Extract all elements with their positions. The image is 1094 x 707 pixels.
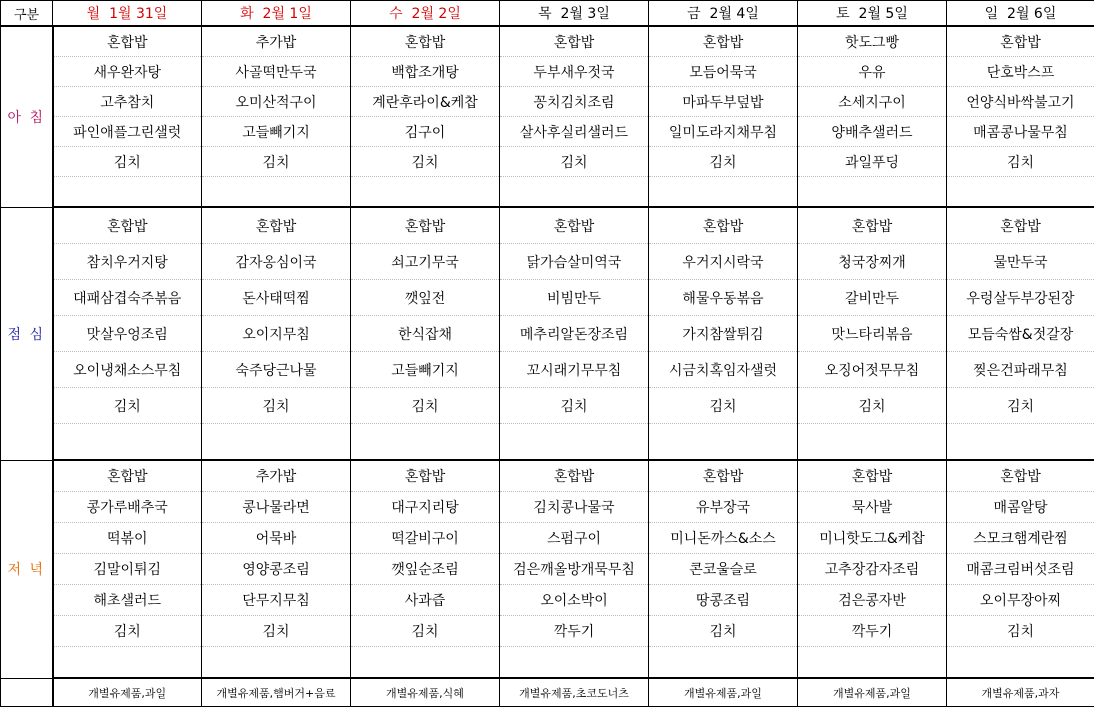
menu-item: 깍두기 — [798, 616, 947, 647]
menu-item: 김치 — [351, 147, 500, 177]
dinner-row — [1, 585, 1094, 616]
menu-item: 감자옹심이국 — [202, 244, 351, 280]
menu-item — [649, 647, 798, 679]
breakfast-row — [1, 57, 1094, 87]
category-header: 구분 — [1, 1, 53, 27]
menu-item: 깻잎순조림 — [351, 554, 500, 585]
menu-item: 혼합밥 — [500, 207, 649, 244]
menu-item — [798, 177, 947, 208]
menu-item: 대구지리탕 — [351, 492, 500, 523]
menu-item: 물만두국 — [947, 244, 1094, 280]
menu-item: 김치 — [53, 147, 202, 177]
menu-item: 언양식바싹불고기 — [947, 87, 1094, 117]
menu-item: 마파두부덮밥 — [649, 87, 798, 117]
dinner-row — [1, 460, 1094, 492]
menu-item: 김구이 — [351, 117, 500, 147]
menu-item: 김치 — [500, 388, 649, 424]
menu-item — [202, 177, 351, 208]
menu-item — [947, 647, 1094, 679]
menu-item — [500, 177, 649, 208]
menu-item: 깍두기 — [500, 616, 649, 647]
menu-item: 떡갈비구이 — [351, 523, 500, 554]
menu-item: 혼합밥 — [500, 460, 649, 492]
snack-item: 개별유제품,과일 — [798, 678, 947, 707]
menu-item: 김치 — [202, 616, 351, 647]
day-header-mon: 월 1월 31일 — [53, 1, 202, 27]
menu-item — [798, 424, 947, 461]
snack-item: 개별유제품,햄버거+음료 — [202, 678, 351, 707]
menu-item: 백합조개탕 — [351, 57, 500, 87]
menu-item: 닭가슴살미역국 — [500, 244, 649, 280]
menu-item — [53, 647, 202, 679]
menu-item: 김치 — [798, 388, 947, 424]
menu-item: 김치 — [947, 388, 1094, 424]
menu-item: 메추리알돈장조림 — [500, 316, 649, 352]
menu-item: 모듬어묵국 — [649, 57, 798, 87]
menu-item: 갈비만두 — [798, 280, 947, 316]
menu-item: 김치 — [649, 388, 798, 424]
menu-item: 땅콩조림 — [649, 585, 798, 616]
snack-label-cell — [1, 678, 53, 707]
menu-item: 매콤콩나물무침 — [947, 117, 1094, 147]
lunch-row — [1, 244, 1094, 280]
menu-item: 해물우동볶음 — [649, 280, 798, 316]
menu-item: 고들빼기지 — [351, 352, 500, 388]
menu-item: 찢은건파래무침 — [947, 352, 1094, 388]
menu-item: 김치 — [53, 616, 202, 647]
menu-item: 오이지무침 — [202, 316, 351, 352]
snack-item: 개별유제품,과일 — [53, 678, 202, 707]
day-header-wed: 수 2월 2일 — [351, 1, 500, 27]
lunch-row — [1, 424, 1094, 461]
day-header-tue: 화 2월 1일 — [202, 1, 351, 27]
menu-item: 추가밥 — [202, 26, 351, 57]
menu-item: 스펌구이 — [500, 523, 649, 554]
menu-item: 꽁치김치조림 — [500, 87, 649, 117]
menu-item: 양배추샐러드 — [798, 117, 947, 147]
menu-item: 참치우거지탕 — [53, 244, 202, 280]
menu-item: 혼합밥 — [798, 207, 947, 244]
menu-item: 고추참치 — [53, 87, 202, 117]
lunch-row — [1, 207, 1094, 244]
dinner-row — [1, 492, 1094, 523]
menu-item: 미니핫도그&케찹 — [798, 523, 947, 554]
menu-item: 묵사발 — [798, 492, 947, 523]
menu-item — [500, 647, 649, 679]
lunch-label: 점 심 — [1, 207, 53, 460]
menu-item: 돈사태떡찜 — [202, 280, 351, 316]
menu-item — [53, 424, 202, 461]
menu-item: 미니돈까스&소스 — [649, 523, 798, 554]
menu-item: 우렁살두부강된장 — [947, 280, 1094, 316]
menu-item: 콩나물라면 — [202, 492, 351, 523]
menu-item — [798, 647, 947, 679]
menu-item: 과일푸딩 — [798, 147, 947, 177]
menu-item: 쇠고기무국 — [351, 244, 500, 280]
menu-item — [202, 647, 351, 679]
dinner-row — [1, 616, 1094, 647]
menu-item: 혼합밥 — [351, 460, 500, 492]
menu-item: 김치 — [53, 388, 202, 424]
menu-item: 단무지무침 — [202, 585, 351, 616]
menu-item — [351, 177, 500, 208]
menu-item: 김치 — [649, 147, 798, 177]
menu-item: 맛살우엉조림 — [53, 316, 202, 352]
breakfast-label: 아 침 — [1, 26, 53, 207]
menu-item: 혼합밥 — [947, 207, 1094, 244]
menu-item: 사골떡만두국 — [202, 57, 351, 87]
menu-item: 해초샐러드 — [53, 585, 202, 616]
lunch-row — [1, 352, 1094, 388]
menu-item — [649, 424, 798, 461]
menu-item: 김치콩나물국 — [500, 492, 649, 523]
menu-item — [351, 647, 500, 679]
menu-item — [202, 424, 351, 461]
menu-item: 가지참쌀튀김 — [649, 316, 798, 352]
menu-item: 혼합밥 — [53, 460, 202, 492]
snack-row — [1, 678, 1094, 707]
breakfast-row — [1, 117, 1094, 147]
header-row — [1, 1, 1094, 27]
menu-item: 영양콩조림 — [202, 554, 351, 585]
menu-item: 콩가루배추국 — [53, 492, 202, 523]
breakfast-row — [1, 26, 1094, 57]
menu-item: 핫도그빵 — [798, 26, 947, 57]
menu-item — [947, 424, 1094, 461]
menu-item: 떡볶이 — [53, 523, 202, 554]
menu-item: 깻잎전 — [351, 280, 500, 316]
menu-item: 김치 — [202, 147, 351, 177]
menu-item: 꼬시래기무무침 — [500, 352, 649, 388]
menu-item: 계란후라이&케찹 — [351, 87, 500, 117]
snack-item: 개별유제품,과자 — [947, 678, 1094, 707]
day-header-sun: 일 2월 6일 — [947, 1, 1094, 27]
menu-item: 소세지구이 — [798, 87, 947, 117]
menu-item: 두부새우젓국 — [500, 57, 649, 87]
menu-item: 혼합밥 — [649, 207, 798, 244]
menu-item: 검은깨올방개묵무침 — [500, 554, 649, 585]
menu-item: 오이무장아찌 — [947, 585, 1094, 616]
menu-item: 혼합밥 — [202, 207, 351, 244]
dinner-row — [1, 523, 1094, 554]
menu-body — [1, 26, 1094, 707]
menu-item: 단호박스프 — [947, 57, 1094, 87]
menu-item: 비빔만두 — [500, 280, 649, 316]
menu-item: 김치 — [500, 147, 649, 177]
menu-item: 매콤크림버섯조림 — [947, 554, 1094, 585]
menu-item: 한식잡채 — [351, 316, 500, 352]
menu-item — [500, 424, 649, 461]
menu-item: 청국장찌개 — [798, 244, 947, 280]
menu-item: 혼합밥 — [798, 460, 947, 492]
menu-item: 김치 — [649, 616, 798, 647]
menu-item: 김치 — [351, 616, 500, 647]
menu-item: 모듬숙쌈&젓갈장 — [947, 316, 1094, 352]
menu-item: 오이냉채소스무침 — [53, 352, 202, 388]
menu-item: 김치 — [947, 147, 1094, 177]
snack-item: 개별유제품,식혜 — [351, 678, 500, 707]
breakfast-row — [1, 177, 1094, 208]
menu-item: 오이소박이 — [500, 585, 649, 616]
menu-item: 혼합밥 — [351, 207, 500, 244]
menu-item: 김치 — [202, 388, 351, 424]
menu-item: 오미산적구이 — [202, 87, 351, 117]
menu-item: 고들빼기지 — [202, 117, 351, 147]
menu-item: 매콤알탕 — [947, 492, 1094, 523]
menu-item: 검은콩자반 — [798, 585, 947, 616]
menu-item: 혼합밥 — [649, 26, 798, 57]
day-header-sat: 토 2월 5일 — [798, 1, 947, 27]
menu-item: 어묵바 — [202, 523, 351, 554]
menu-item: 새우완자탕 — [53, 57, 202, 87]
breakfast-row — [1, 87, 1094, 117]
menu-item: 김치 — [947, 616, 1094, 647]
snack-item: 개별유제품,과일 — [649, 678, 798, 707]
menu-item: 혼합밥 — [947, 26, 1094, 57]
dinner-label: 저 녁 — [1, 460, 53, 678]
menu-item: 혼합밥 — [500, 26, 649, 57]
menu-item: 고추장감자조림 — [798, 554, 947, 585]
menu-item: 스모크햄계란찜 — [947, 523, 1094, 554]
menu-item: 추가밥 — [202, 460, 351, 492]
menu-item: 시금치혹임자샐럿 — [649, 352, 798, 388]
dinner-row — [1, 554, 1094, 585]
menu-item: 맛느타리볶음 — [798, 316, 947, 352]
menu-item: 김말이튀김 — [53, 554, 202, 585]
menu-item — [351, 424, 500, 461]
menu-item — [649, 177, 798, 208]
menu-item: 숙주당근나물 — [202, 352, 351, 388]
menu-item: 혼합밥 — [53, 207, 202, 244]
menu-item: 유부장국 — [649, 492, 798, 523]
menu-item: 일미도라지채무침 — [649, 117, 798, 147]
menu-item: 살사후실리샐러드 — [500, 117, 649, 147]
breakfast-row — [1, 147, 1094, 177]
day-header-thu: 목 2월 3일 — [500, 1, 649, 27]
snack-item: 개별유제품,초코도너츠 — [500, 678, 649, 707]
menu-item — [947, 177, 1094, 208]
menu-item: 파인애플그린샐럿 — [53, 117, 202, 147]
menu-item — [53, 177, 202, 208]
menu-item: 대패삼겹숙주볶음 — [53, 280, 202, 316]
menu-item: 콘코울슬로 — [649, 554, 798, 585]
day-header-fri: 금 2월 4일 — [649, 1, 798, 27]
menu-item: 우유 — [798, 57, 947, 87]
menu-item: 사과즙 — [351, 585, 500, 616]
menu-item: 혼합밥 — [649, 460, 798, 492]
menu-item: 혼합밥 — [351, 26, 500, 57]
menu-item: 우거지시락국 — [649, 244, 798, 280]
dinner-row — [1, 647, 1094, 679]
lunch-row — [1, 316, 1094, 352]
menu-item: 오징어젓무무침 — [798, 352, 947, 388]
menu-item: 혼합밥 — [947, 460, 1094, 492]
menu-item: 혼합밥 — [53, 26, 202, 57]
lunch-row — [1, 280, 1094, 316]
menu-item: 김치 — [351, 388, 500, 424]
lunch-row — [1, 388, 1094, 424]
